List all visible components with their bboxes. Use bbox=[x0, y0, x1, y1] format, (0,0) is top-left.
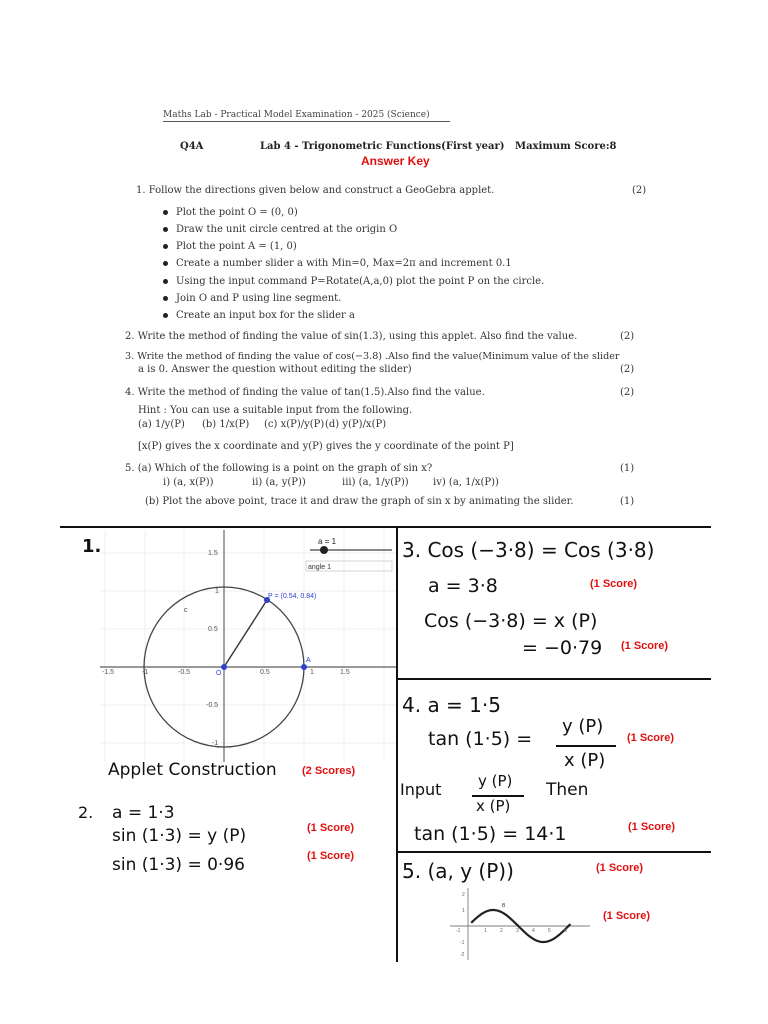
sine-graph bbox=[450, 888, 590, 960]
answer-2-score-2: (1 Score) bbox=[307, 850, 355, 862]
question-4: 4. Write the method of finding the value of tan(1.5).Also find the value. bbox=[125, 387, 485, 398]
answer-4-input-denominator: x (P) bbox=[476, 797, 511, 815]
hint-option-d: (d) y(P)/x(P) bbox=[325, 419, 387, 430]
segment-op bbox=[224, 600, 267, 667]
question-3-marks: (2) bbox=[620, 364, 635, 375]
slider-label: a = 1 bbox=[318, 537, 337, 546]
question-3-line-1: 3. Write the method of finding the value of cos(−3.8) .Also find the value(Minimum value of the slider bbox=[125, 351, 620, 362]
question-1-marks: (2) bbox=[632, 185, 647, 196]
peak-label: B bbox=[502, 903, 506, 909]
hint-option-a: (a) 1/y(P) bbox=[138, 419, 185, 430]
answer-4-input-label: Input bbox=[400, 780, 442, 799]
x-tick-label: -0.5 bbox=[178, 669, 191, 676]
x-tick-label: 1 bbox=[310, 669, 314, 676]
mini-y-tick: -1 bbox=[460, 940, 465, 946]
answer-5-score-1: (1 Score) bbox=[596, 862, 644, 874]
running-title: Maths Lab - Practical Model Examination - 2025 (Science) bbox=[163, 110, 430, 120]
answer-3-line-1: 3. Cos (−3·8) = Cos (3·8) bbox=[402, 538, 655, 562]
answer-key-title: Answer Key bbox=[361, 154, 430, 168]
option-iv: iv) (a, 1/x(P)) bbox=[433, 477, 499, 488]
hint-text: Hint : You can use a suitable input from the following. bbox=[138, 405, 413, 416]
mini-x-tick: -1 bbox=[456, 928, 461, 934]
mini-y-tick: -2 bbox=[460, 952, 465, 958]
angle-label: angle 1 bbox=[308, 564, 331, 571]
x-tick-label: -1 bbox=[142, 669, 149, 676]
hint-option-c: (c) x(P)/y(P) bbox=[264, 419, 325, 430]
bullet-item: Plot the point A = (1, 0) bbox=[163, 241, 297, 252]
bullet-item: Create an input box for the slider a bbox=[163, 310, 355, 321]
answer-5-line-1: 5. (a, y (P)) bbox=[402, 859, 514, 883]
header-rule bbox=[163, 121, 450, 122]
mini-x-tick: 2 bbox=[500, 928, 503, 934]
question-1: 1. Follow the directions given below and construct a GeoGebra applet. bbox=[136, 185, 495, 196]
answer-4-denominator: x (P) bbox=[564, 750, 606, 771]
circle-label: c bbox=[184, 607, 188, 614]
question-2: 2. Write the method of finding the value of sin(1.3), using this applet. Also find the value. bbox=[125, 331, 578, 342]
question-5b-marks: (1) bbox=[620, 496, 635, 507]
answer-3-score-2: (1 Score) bbox=[621, 640, 669, 652]
point-p-label: P = (0.54, 0.84) bbox=[268, 593, 317, 600]
answer-4-line-1: 4. a = 1·5 bbox=[402, 693, 501, 717]
y-tick-label: 1.5 bbox=[208, 550, 218, 557]
question-5b: (b) Plot the above point, trace it and draw the graph of sin x by animating the slider. bbox=[145, 496, 574, 507]
question-4-marks: (2) bbox=[620, 387, 635, 398]
answer-2-score-1: (1 Score) bbox=[307, 822, 355, 834]
point-o bbox=[221, 664, 227, 670]
answer-2-number: 2. bbox=[78, 803, 94, 822]
answer-grid-rule-2 bbox=[397, 851, 711, 853]
grid bbox=[100, 530, 396, 762]
answer-4-tan: tan (1·5) = bbox=[428, 728, 533, 750]
y-tick-label: -1 bbox=[212, 740, 219, 747]
answer-4-result: tan (1·5) = 14·1 bbox=[414, 823, 567, 845]
mini-y-tick: 2 bbox=[462, 892, 465, 898]
question-5a-marks: (1) bbox=[620, 463, 635, 474]
answer-2-line-1: a = 1·3 bbox=[112, 803, 175, 823]
geogebra-applet bbox=[100, 530, 396, 762]
answer-1-number: 1. bbox=[82, 536, 102, 557]
hint-note: [x(P) gives the x coordinate and y(P) gives the y coordinate of the point P] bbox=[138, 441, 514, 452]
answer-5-score-2: (1 Score) bbox=[603, 910, 651, 922]
slider-handle[interactable] bbox=[320, 546, 328, 554]
answer-4-then: Then bbox=[546, 780, 589, 800]
y-tick-label: 0.5 bbox=[208, 626, 218, 633]
answer-2-line-3: sin (1·3) = 0·96 bbox=[112, 855, 245, 875]
bullet-item: Plot the point O = (0, 0) bbox=[163, 207, 298, 218]
mini-x-tick: 5 bbox=[548, 928, 551, 934]
mini-x-tick: 1 bbox=[484, 928, 487, 934]
answer-3-line-2: a = 3·8 bbox=[428, 575, 498, 597]
answer-3-line-3: Cos (−3·8) = x (P) bbox=[424, 610, 598, 632]
bullet-item: Draw the unit circle centred at the origin O bbox=[163, 224, 397, 235]
x-tick-label: -1.5 bbox=[102, 669, 115, 676]
answer-grid-vertical bbox=[396, 527, 398, 962]
mini-x-tick: 4 bbox=[532, 928, 535, 934]
question-5a: 5. (a) Which of the following is a point on the graph of sin x? bbox=[125, 463, 433, 474]
lab-title: Lab 4 - Trigonometric Functions(First year) bbox=[260, 141, 505, 152]
answer-4-fraction-bar bbox=[556, 745, 616, 747]
answer-1-score: (2 Scores) bbox=[302, 765, 356, 777]
mini-x-tick: 6 bbox=[564, 928, 567, 934]
y-tick-label: 1 bbox=[215, 588, 219, 595]
answer-grid-top bbox=[60, 526, 711, 528]
hint-option-b: (b) 1/x(P) bbox=[202, 419, 250, 430]
y-tick-label: -0.5 bbox=[206, 702, 219, 709]
question-code: Q4A bbox=[180, 141, 204, 152]
answer-4-score-2: (1 Score) bbox=[628, 821, 676, 833]
option-iii: iii) (a, 1/y(P)) bbox=[342, 477, 409, 488]
point-a bbox=[301, 664, 307, 670]
x-tick-label: 1.5 bbox=[340, 669, 350, 676]
answer-4-input-numerator: y (P) bbox=[478, 772, 513, 790]
max-score: Maximum Score:8 bbox=[515, 141, 617, 152]
answer-grid-rule-1 bbox=[397, 678, 711, 680]
question-3-line-2: a is 0. Answer the question without editing the slider) bbox=[138, 364, 412, 375]
answer-2-line-2: sin (1·3) = y (P) bbox=[112, 826, 247, 846]
bullet-item: Join O and P using line segment. bbox=[163, 293, 341, 304]
bullet-item: Using the input command P=Rotate(A,a,0) plot the point P on the circle. bbox=[163, 276, 544, 287]
answer-4-numerator: y (P) bbox=[562, 716, 604, 737]
option-i: i) (a, x(P)) bbox=[163, 477, 214, 488]
answer-3-score-1: (1 Score) bbox=[590, 578, 638, 590]
x-tick-label: 0.5 bbox=[260, 669, 270, 676]
answer-1-caption: Applet Construction bbox=[108, 760, 277, 780]
answer-4-score-1: (1 Score) bbox=[627, 732, 675, 744]
point-a-label: A bbox=[306, 657, 311, 664]
bullet-item: Create a number slider a with Min=0, Max=2π and increment 0.1 bbox=[163, 258, 512, 269]
point-o-label: O bbox=[216, 670, 222, 677]
answer-3-line-4: = −0·79 bbox=[522, 637, 603, 659]
mini-y-tick: 1 bbox=[462, 908, 465, 914]
question-2-marks: (2) bbox=[620, 331, 635, 342]
mini-x-tick: 3 bbox=[516, 928, 519, 934]
option-ii: ii) (a, y(P)) bbox=[252, 477, 306, 488]
